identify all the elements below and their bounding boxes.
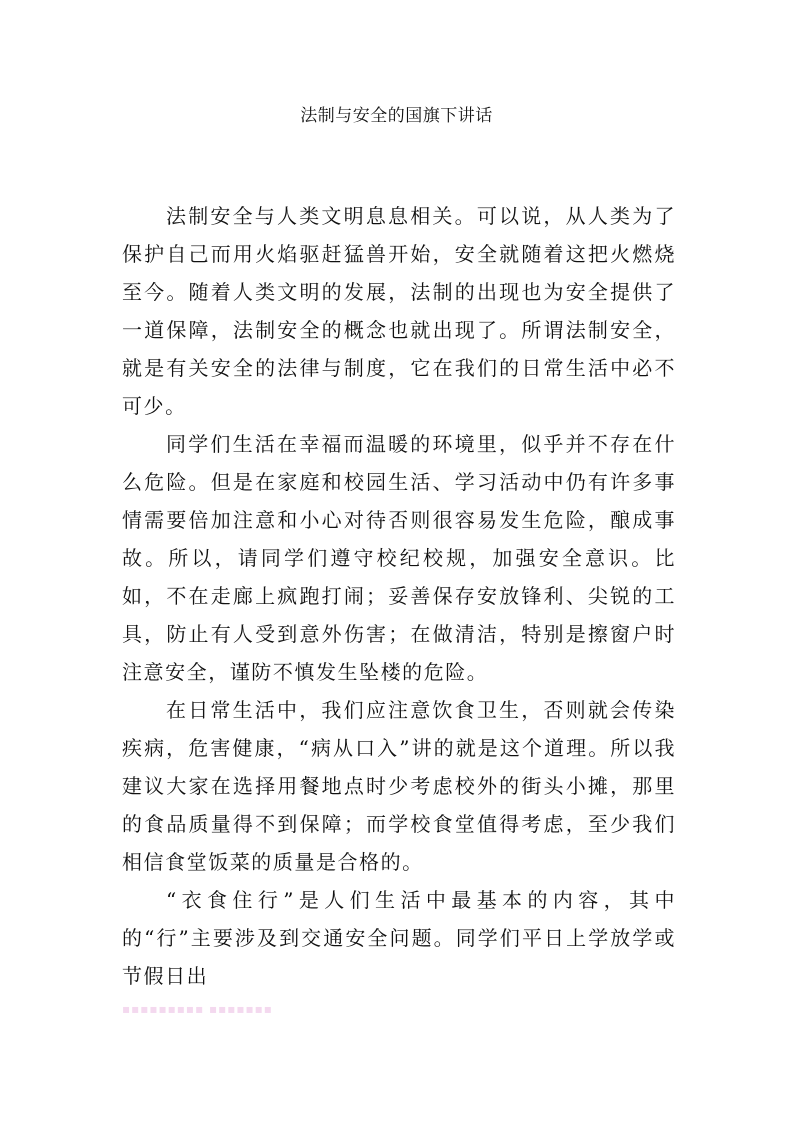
paragraph-4: “衣食住行”是人们生活中最基本的内容，其中的“行”主要涉及到交通安全问题。同学们平日上学放学或节假日出 bbox=[122, 888, 676, 988]
faint-watermark-text: ▪▪▪▪▪▪▪▪▪ ▪▪▪▪▪▪▪ bbox=[122, 1002, 273, 1016]
document-body bbox=[122, 197, 676, 995]
document-title: 法制与安全的国旗下讲话 bbox=[300, 106, 493, 126]
paragraph-3: 在日常生活中，我们应注意饮食卫生，否则就会传染疾病，危害健康，“病从口入”讲的就是这个道理。所以我建议大家在选择用餐地点时少考虑校外的街头小摊，那里的食品质量得不到保障；而学校食堂值得考虑，至少我们相信食堂饭菜的质量是合格的。 bbox=[122, 698, 676, 874]
paragraph-1: 法制安全与人类文明息息相关。可以说，从人类为了保护自己而用火焰驱赶猛兽开始，安全就随着这把火燃烧至今。随着人类文明的发展，法制的出现也为安全提供了一道保障，法制安全的概念也就出现了。所谓法制安全，就是有关安全的法律与制度，它在我们的日常生活中必不可少。 bbox=[122, 204, 676, 418]
paragraph-2: 同学们生活在幸福而温暖的环境里，似乎并不存在什么危险。但是在家庭和校园生活、学习活动中仍有许多事情需要倍加注意和小心对待否则很容易发生危险，酿成事故。所以，请同学们遵守校纪校规，加强安全意识。比如，不在走廊上疯跑打闹；妥善保存安放锋利、尖锐的工具，防止有人受到意外伤害；在做清洁，特别是擦窗户时注意安全，谨防不慎发生坠楼的危险。 bbox=[122, 432, 676, 684]
